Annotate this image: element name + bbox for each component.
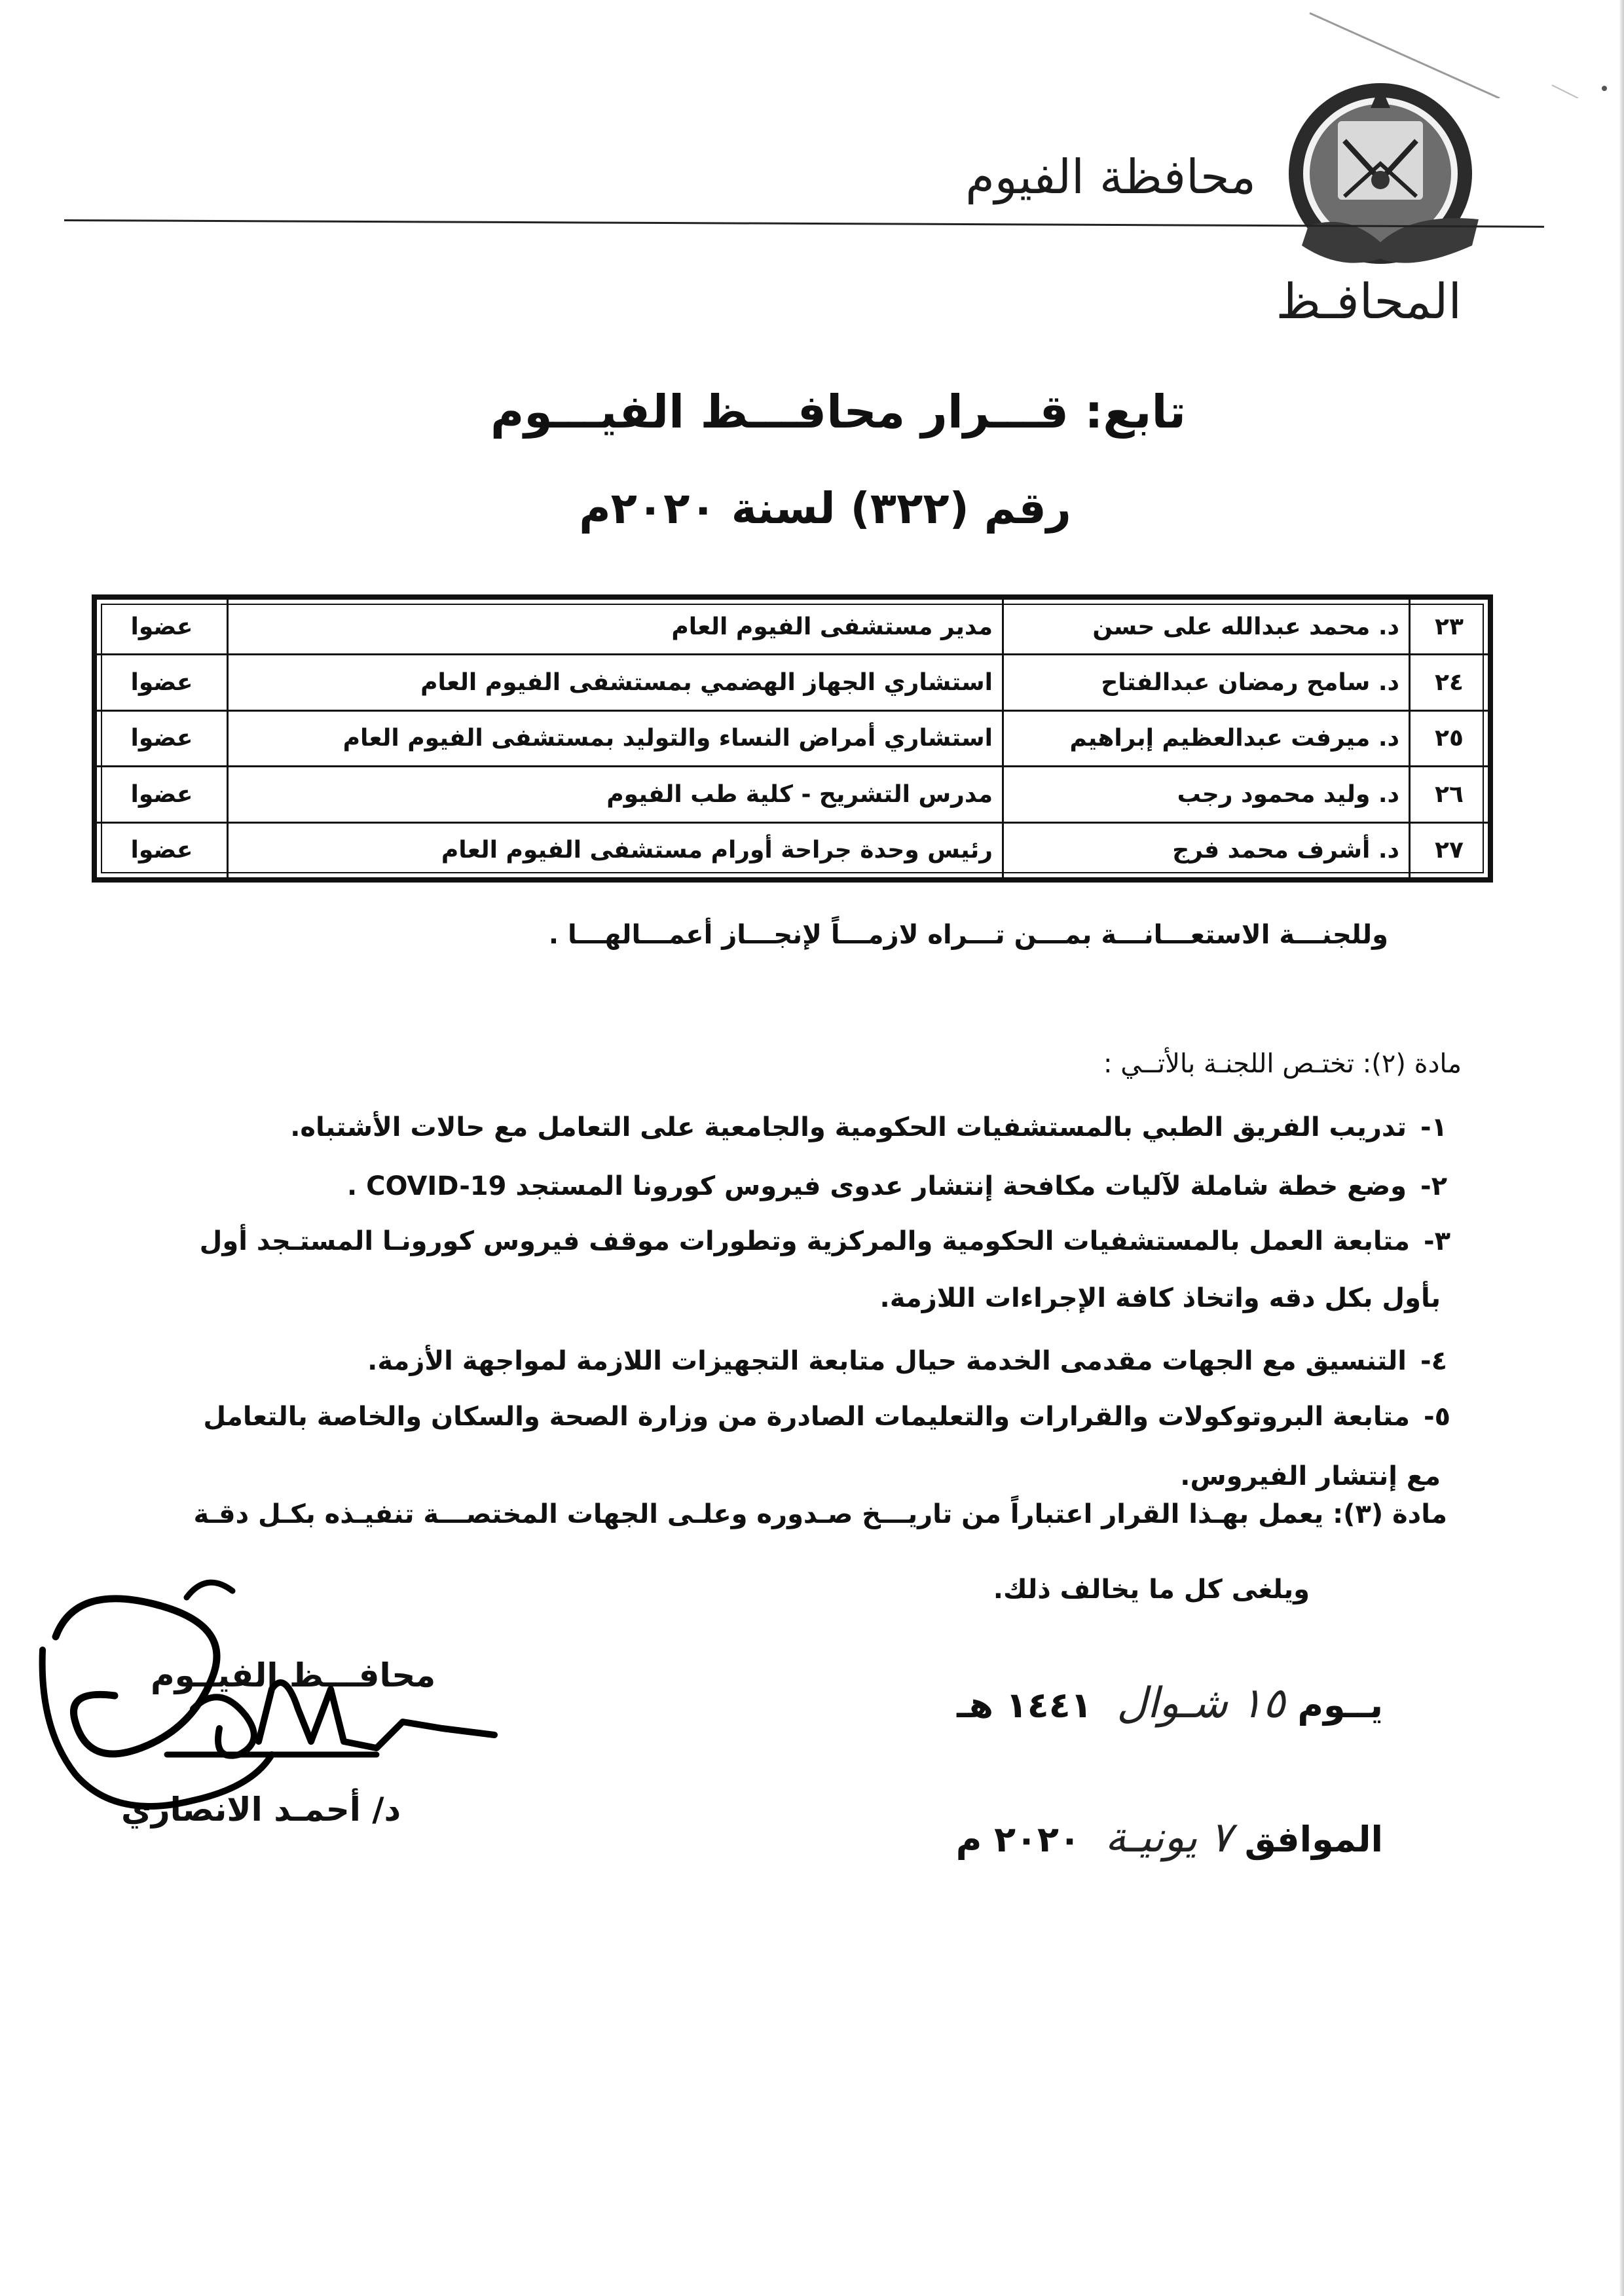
member-number: ٢٦ xyxy=(1410,767,1491,822)
gregorian-month: يونيـة xyxy=(1105,1813,1198,1862)
item-number: ١- xyxy=(1420,1112,1447,1142)
article-2-item xyxy=(59,1332,1447,1390)
member-role: عضوا xyxy=(94,710,228,766)
scan-edge xyxy=(1620,0,1624,2296)
member-number: ٢٧ xyxy=(1410,822,1491,880)
article-2-item xyxy=(56,1388,1450,1446)
article-3: مادة (٣): يعمل بهـذا القرار اعتباراً من تاريـــخ صـدوره وعلـى الجهات المختصـــة تنفيـذه بكـل دقـة xyxy=(193,1499,1447,1529)
article-2-item xyxy=(56,1212,1450,1270)
assistance-note: وللجنـــة الاستعـــانـــة بمـــن تـــراه لازمـــاً لإنجـــاز أعمـــالهـــا . xyxy=(548,920,1388,950)
table-row xyxy=(94,597,1490,655)
member-role: عضوا xyxy=(94,767,228,822)
hijri-year: ١٤٤١ هـ xyxy=(957,1685,1092,1726)
decree-number: رقم (٣٢٢) لسنة ٢٠٢٠م xyxy=(579,483,1071,534)
item-text: تدريب الفريق الطبي بالمستشفيات الحكومية والجامعية على التعامل مع حالات الأشتباه. xyxy=(290,1112,1407,1142)
governorate-name: محافظة الفيوم xyxy=(965,149,1256,204)
article-2-item-continuation: بأول بكل دقه واتخاذ كافة الإجراءات اللازمة. xyxy=(879,1283,1441,1313)
item-text: وضع خطة شاملة لآليات مكافحة إنتشار عدوى فيروس كورونا المستجد COVID-19 . xyxy=(347,1171,1407,1201)
member-position: مدرس التشريح - كلية طب الفيوم xyxy=(228,767,1003,822)
member-role: عضوا xyxy=(94,822,228,880)
governorate-logo xyxy=(1282,82,1485,278)
member-position: رئيس وحدة جراحة أورام مستشفى الفيوم العام xyxy=(228,822,1003,880)
member-name: د. أشرف محمد فرج xyxy=(1003,822,1410,880)
member-name: د. محمد عبدالله على حسن xyxy=(1003,597,1410,655)
hijri-month: شـوال xyxy=(1116,1679,1228,1728)
table-row xyxy=(94,822,1490,880)
member-position: استشاري أمراض النساء والتوليد بمستشفى الفيوم العام xyxy=(228,710,1003,766)
gregorian-prefix: الموافق xyxy=(1244,1819,1383,1860)
article-2-item xyxy=(59,1157,1447,1215)
hijri-prefix: يــوم xyxy=(1297,1685,1383,1726)
table-row xyxy=(94,710,1490,766)
member-number: ٢٥ xyxy=(1410,710,1491,766)
committee-members-table xyxy=(92,594,1493,883)
member-position: مدير مستشفى الفيوم العام xyxy=(228,597,1003,655)
member-name: د. وليد محمود رجب xyxy=(1003,767,1410,822)
member-role: عضوا xyxy=(94,597,228,655)
signatory-title: محافـــظ الفيــوم xyxy=(151,1656,436,1694)
item-number: ٥- xyxy=(1423,1402,1450,1432)
article-2-heading: مادة (٢): تختـص اللجنـة بالأتــي : xyxy=(1103,1049,1462,1079)
member-number: ٢٣ xyxy=(1410,597,1491,655)
table-row xyxy=(94,767,1490,822)
member-position: استشاري الجهاز الهضمي بمستشفى الفيوم العام xyxy=(228,655,1003,710)
hijri-day: ١٥ xyxy=(1240,1679,1285,1728)
gregorian-day: ٧ xyxy=(1209,1813,1232,1862)
governorate-seal-icon xyxy=(1282,82,1485,278)
item-text: متابعة البروتوكولات والقرارات والتعليمات الصادرة من وزارة الصحة والسكان والخاصة بالتعامل xyxy=(203,1402,1410,1432)
gregorian-date xyxy=(956,1813,1383,1862)
item-number: ٢- xyxy=(1420,1171,1447,1201)
office-title: المحافـظ xyxy=(1276,274,1462,330)
member-name: د. ميرفت عبدالعظيم إبراهيم xyxy=(1003,710,1410,766)
item-text: متابعة العمل بالمستشفيات الحكومية والمركزية وتطورات موقف فيروس كورونـا المستـجد أول xyxy=(199,1226,1410,1256)
handwritten-signature-icon xyxy=(36,1558,507,1846)
article-3-continuation: ويلغى كل ما يخالف ذلك. xyxy=(993,1575,1310,1605)
decree-title: تابع: قـــرار محافـــظ الفيـــوم xyxy=(490,385,1187,439)
item-number: ٣- xyxy=(1423,1226,1450,1256)
table-row xyxy=(94,655,1490,710)
signatory-name: د/ أحمـد الانصاري xyxy=(121,1791,401,1829)
hijri-date xyxy=(957,1679,1383,1728)
item-text: التنسيق مع الجهات مقدمى الخدمة حيال متابعة التجهيزات اللازمة لمواجهة الأزمة. xyxy=(367,1346,1407,1376)
gregorian-year: ٢٠٢٠ م xyxy=(955,1819,1080,1860)
member-number: ٢٤ xyxy=(1410,655,1491,710)
item-number: ٤- xyxy=(1420,1346,1447,1376)
article-2-item-continuation: مع إنتشار الفيروس. xyxy=(1180,1461,1441,1491)
article-2-item xyxy=(59,1099,1447,1156)
member-role: عضوا xyxy=(94,655,228,710)
member-name: د. سامح رمضان عبدالفتاح xyxy=(1003,655,1410,710)
